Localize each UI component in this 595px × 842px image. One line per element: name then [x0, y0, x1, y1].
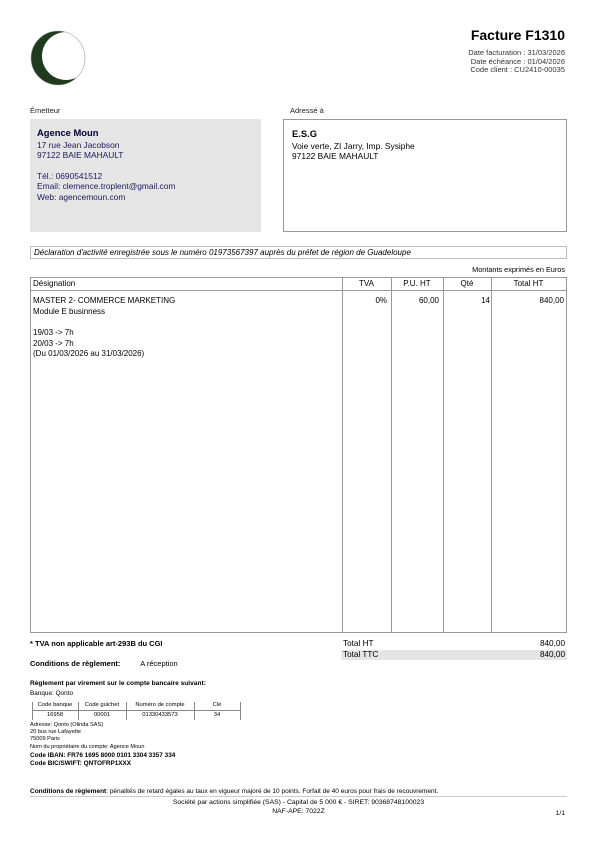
- line-vat: 0%: [375, 296, 387, 305]
- transfer-title: Règlement par virement sur le compte bancaire suivant:: [30, 680, 206, 687]
- vat-note: * TVA non applicable art-293B du CGI: [30, 639, 163, 648]
- bank-codes: [30, 752, 175, 768]
- table-row: [33, 296, 175, 360]
- footer-legal: Société par actions simplifiée (SAS) - Capital de 5 000 € - SIRET: 90368748100023: [172, 799, 425, 806]
- bank-address: [30, 722, 144, 751]
- total-ttc-label: Total TTC: [343, 650, 379, 659]
- header-total: Total HT: [513, 279, 544, 288]
- bank-name: Banque: Qonto: [30, 690, 73, 697]
- bank-address-line2: 20 bus rue Lafayette: [30, 729, 82, 736]
- client-code: Code client : CU2410-00035: [470, 65, 565, 75]
- line-designation: MASTER 2- COMMERCE MARKETING: [33, 296, 176, 305]
- iban: Code IBAN: FR76 1695 8000 0101 3304 3357 334: [30, 752, 176, 759]
- sender-email: Email: clemence.troplent@gmail.com: [37, 181, 176, 192]
- invoice-title: Facture F1310: [470, 27, 565, 43]
- recipient-address1: Voie verte, ZI Jarry, Imp. Sysiphe: [292, 140, 415, 151]
- line-module: Module E businness: [33, 306, 106, 316]
- line-session-1: 19/03 -> 7h: [33, 328, 74, 338]
- branch-code-header: Code guichet: [84, 702, 120, 708]
- line-qty: 14: [481, 296, 490, 305]
- activity-declaration: Déclaration d'activité enregistrée sous le numéro 01973567397 auprès du préfet de région de Guadeloupe: [30, 246, 567, 259]
- total-ht-row: [341, 639, 567, 649]
- bank-address-line3: 75009 Paris: [30, 736, 60, 743]
- line-unit-price: 60,00: [418, 296, 439, 305]
- bank-address-line1: Adresse: Qonto (Olinda SAS): [30, 722, 104, 728]
- currency-note: Montants exprimés en Euros: [472, 265, 565, 274]
- bank-code-header: Code banque: [37, 702, 73, 708]
- company-logo: [30, 30, 86, 86]
- sender-address2: 97122 BAIE MAHAULT: [37, 150, 124, 161]
- header-qty: Qté: [460, 279, 474, 288]
- sender-label: Émetteur: [30, 106, 61, 115]
- account-number-value: 01330433573: [142, 712, 178, 718]
- payment-conditions-label: Conditions de règlement:: [30, 659, 121, 668]
- sender-web: Web: agencemoun.com: [37, 191, 126, 202]
- late-terms-label: Conditions de règlement: [30, 788, 107, 795]
- total-ht-value: 840,00: [539, 639, 565, 648]
- line-session-2: 20/03 -> 7h: [33, 338, 74, 348]
- footer-divider: [30, 796, 567, 797]
- recipient-label: Adressé à: [290, 106, 324, 115]
- line-total: 840,00: [539, 296, 564, 305]
- sender-address1: 17 rue Jean Jacobson: [37, 139, 120, 150]
- sender-name: Agence Moun: [37, 127, 99, 138]
- invoice-meta: [468, 49, 565, 75]
- account-number-header: Numéro de compte: [135, 702, 185, 708]
- total-ttc-value: 840,00: [539, 650, 565, 659]
- recipient-box: [283, 119, 567, 232]
- branch-code-value: 00001: [93, 712, 111, 718]
- header-vat: TVA: [359, 279, 374, 288]
- total-ht-label: Total HT: [343, 639, 374, 648]
- page-number: 1/1: [555, 810, 565, 817]
- payment-conditions: [30, 659, 178, 668]
- bank-code-value: 16958: [46, 712, 64, 718]
- invoice-due-date: Date échéance : 01/04/2026: [470, 56, 565, 66]
- total-ttc-row: [341, 650, 567, 660]
- footer-naf: NAF-APE: 7022Z: [272, 808, 325, 815]
- account-owner: Nom du propriétaire du compte: Agence Moun: [30, 743, 145, 750]
- recipient-name: E.S.G: [292, 128, 318, 139]
- rib-key-header: Clé: [212, 702, 222, 708]
- header-designation: Désignation: [33, 279, 76, 288]
- invoice-lines-table: [30, 277, 567, 633]
- rib-key-value: 34: [213, 712, 221, 718]
- payment-conditions-value: A réception: [140, 659, 178, 668]
- bank-details-table: [30, 702, 245, 720]
- sender-box: [30, 119, 261, 232]
- recipient-address2: 97122 BAIE MAHAULT: [292, 151, 379, 162]
- late-payment-terms: [30, 788, 438, 795]
- header-unit-price: P.U. HT: [403, 279, 431, 288]
- bic: Code BIC/SWIFT: QNTOFRP1XXX: [30, 760, 132, 767]
- invoice-date: Date facturation : 31/03/2026: [468, 48, 565, 57]
- late-terms-text: : pénalités de retard égales au taux en vigueur majoré de 10 points. Forfait de 40 euros pour frais de recouvrement.: [106, 788, 439, 795]
- line-period: (Du 01/03/2026 au 31/03/2026): [33, 349, 145, 359]
- sender-phone: Tél.: 0690541512: [37, 170, 103, 181]
